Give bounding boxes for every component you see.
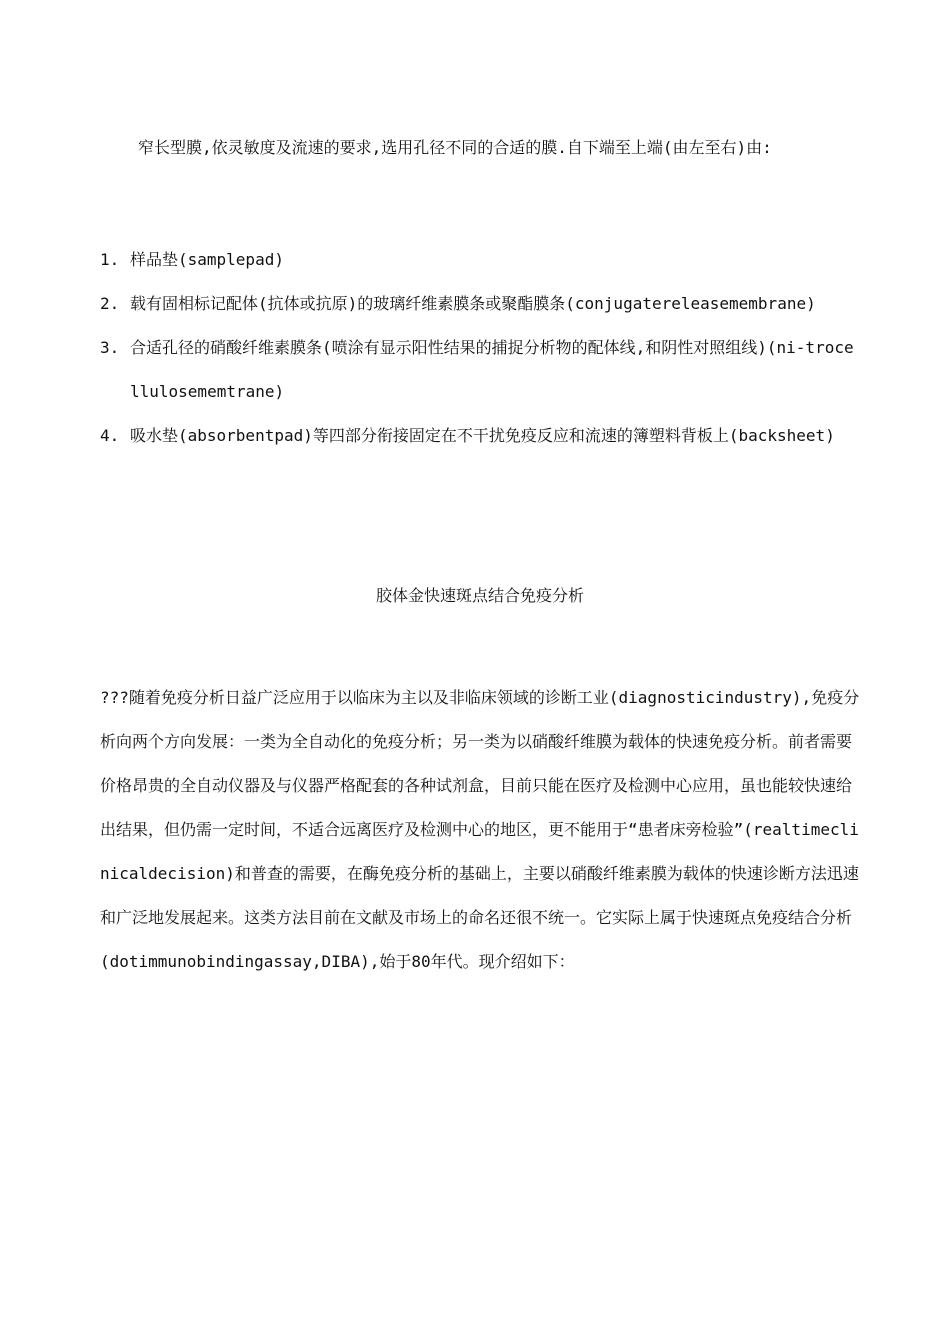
section-heading: 胶体金快速斑点结合免疫分析 xyxy=(375,586,584,605)
list-item-number: 3. xyxy=(100,338,120,357)
list-item xyxy=(100,282,860,326)
main-paragraph: ???随着免疫分析日益广泛应用于以临床为主以及非临床领域的诊断工业(diagnosticindustry),免疫分析向两个方向发展：一类为全自动化的免疫分析；另一类为以硝酸纤维膜为载体的快速免疫分析。前者需要价格昂贵的全自动仪器及与仪器严格配套的各种试剂盒，目前只能在医疗及检测中心应用，虽也能较快速给出结果，但仍需一定时间，不适合远离医疗及检测中心的地区，更不能用于“患者床旁检验”(realtimeclinicaldecision)和普查的需要，在酶免疫分析的基础上，主要以硝酸纤维素膜为载体的快速诊断方法迅速和广泛地发展起来。这类方法目前在文献及市场上的命名还很不统一。它实际上属于快速斑点免疫结合分析(dotimmunobindingassay,DIBA),始于80年代。现介绍如下： xyxy=(100,688,860,971)
list-item-text: 吸水垫(absorbentpad)等四部分衔接固定在不干扰免疫反应和流速的簿塑料背板上(backsheet) xyxy=(130,426,835,445)
intro-paragraph: 窄长型膜,依灵敏度及流速的要求,选用孔径不同的合适的膜.自下端至上端(由左至右)由: xyxy=(138,138,772,157)
list-item-text: 载有固相标记配体(抗体或抗原)的玻璃纤维素膜条或聚酯膜条(conjugatereleasemembrane) xyxy=(130,294,816,313)
list-item-text: 样品垫(samplepad) xyxy=(130,250,284,269)
list-item-number: 2. xyxy=(100,294,120,313)
list-item-text: 合适孔径的硝酸纤维素膜条(喷涂有显示阳性结果的捕捉分析物的配体线,和阴性对照组线)(ni-trocellulosememtrane) xyxy=(130,338,854,401)
list-item-number: 1. xyxy=(100,250,120,269)
list-item xyxy=(100,414,860,458)
list-item-number: 4. xyxy=(100,426,120,445)
component-list xyxy=(100,238,860,458)
list-item xyxy=(100,326,860,414)
list-item xyxy=(100,238,860,282)
